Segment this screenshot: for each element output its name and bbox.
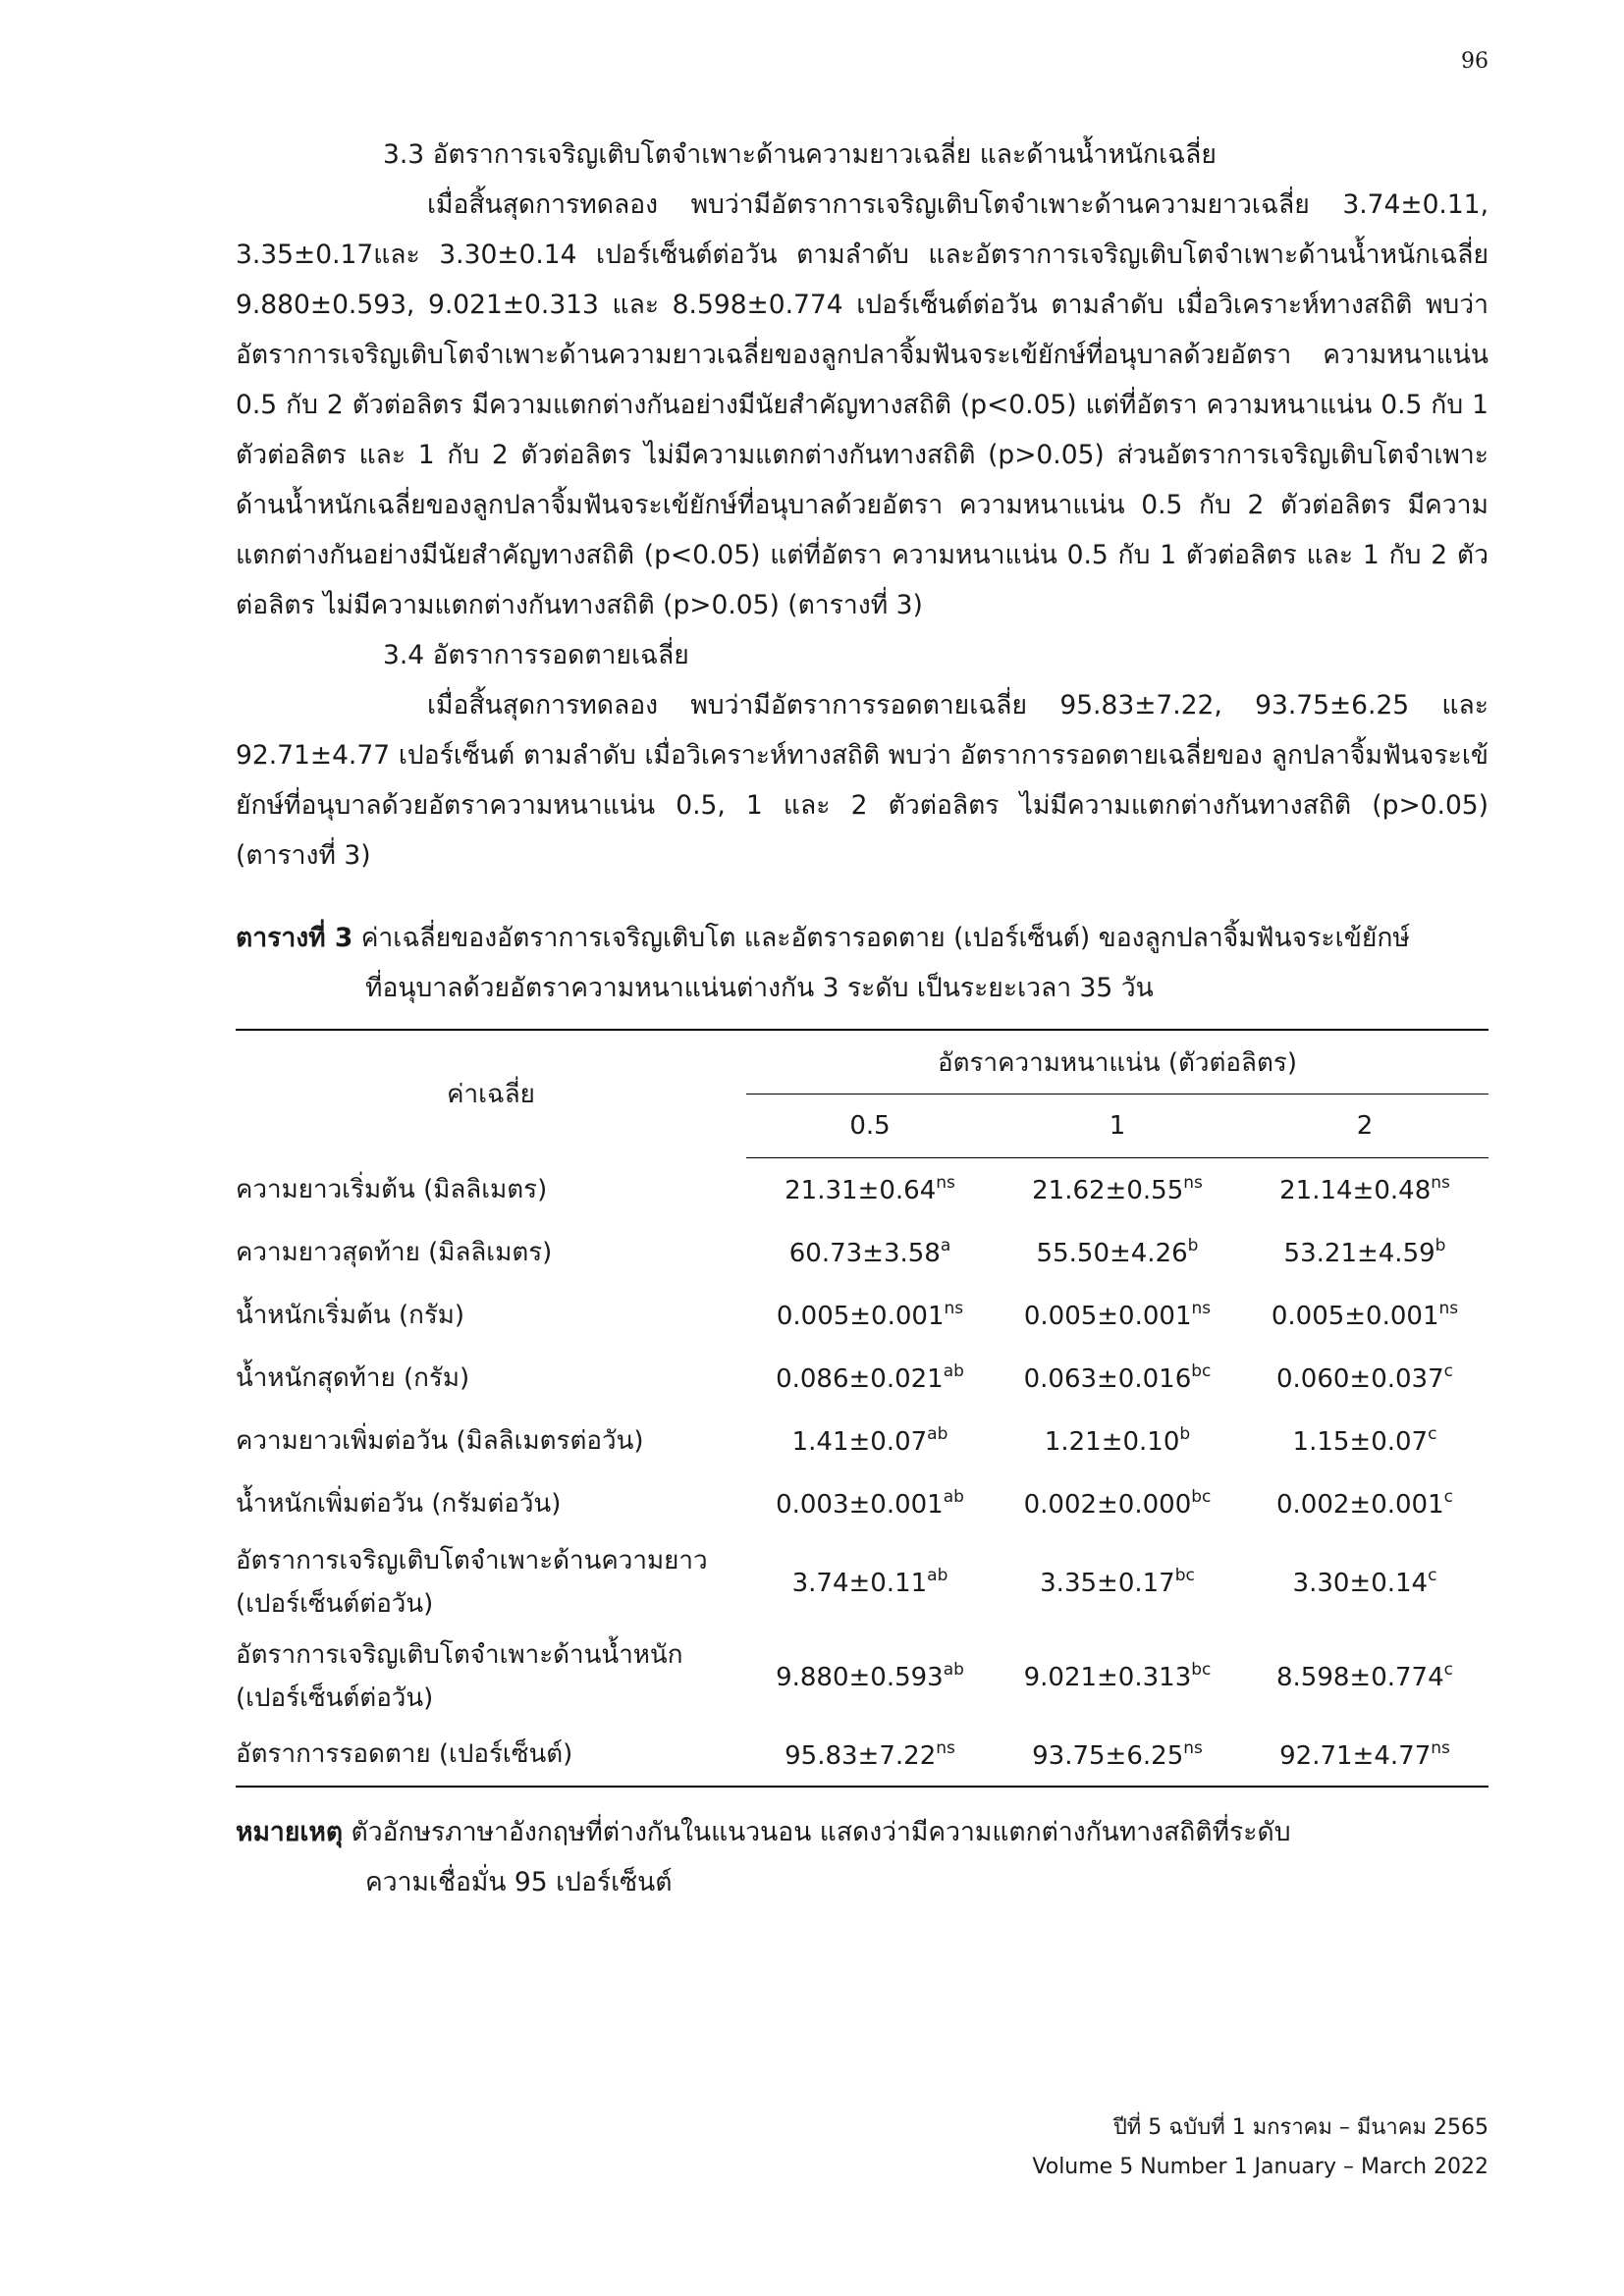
table-cell bbox=[994, 1472, 1241, 1535]
table-cell bbox=[994, 1410, 1241, 1472]
table-cell bbox=[994, 1724, 1241, 1787]
cell-value: 60.73±3.58 bbox=[788, 1239, 941, 1268]
table-cell bbox=[746, 1221, 994, 1284]
table-cell bbox=[1241, 1158, 1489, 1221]
density-header: อัตราความหนาแน่น (ตัวต่อลิตร) bbox=[746, 1030, 1489, 1095]
cell-value: 21.62±0.55 bbox=[1032, 1176, 1184, 1206]
cell-superscript: ab bbox=[943, 1660, 964, 1680]
table-cell bbox=[994, 1284, 1241, 1347]
cell-value: 3.35±0.17 bbox=[1040, 1569, 1175, 1598]
cell-value: 1.21±0.10 bbox=[1044, 1427, 1180, 1457]
table-caption bbox=[236, 913, 1489, 1013]
page-number: 96 bbox=[1461, 49, 1489, 74]
journal-footer bbox=[1021, 2109, 1489, 2187]
cell-superscript: ns bbox=[1431, 1173, 1450, 1194]
table-cell bbox=[1241, 1284, 1489, 1347]
results-table bbox=[236, 1029, 1489, 1788]
table-cell bbox=[1241, 1724, 1489, 1787]
cell-value: 9.021±0.313 bbox=[1023, 1663, 1192, 1692]
cell-value: 55.50±4.26 bbox=[1036, 1239, 1188, 1268]
cell-value: 1.15±0.07 bbox=[1292, 1427, 1429, 1457]
cell-superscript: bc bbox=[1174, 1566, 1195, 1585]
column-header: 1 bbox=[994, 1095, 1241, 1158]
table-row bbox=[236, 1347, 1489, 1410]
page-content bbox=[236, 130, 1489, 1907]
table-cell bbox=[1241, 1472, 1489, 1535]
table-cell bbox=[994, 1629, 1241, 1724]
row-label-line: อัตราการเจริญเติบโตจำเพาะด้านน้ำหนัก bbox=[236, 1639, 683, 1670]
column-header: 0.5 bbox=[746, 1095, 994, 1158]
row-header: ค่าเฉลี่ย bbox=[236, 1030, 746, 1158]
cell-value: 1.41±0.07 bbox=[791, 1427, 928, 1457]
cell-value: 21.31±0.64 bbox=[785, 1176, 937, 1206]
cell-value: 53.21±4.59 bbox=[1283, 1239, 1435, 1268]
table-cell bbox=[1241, 1629, 1489, 1724]
footer-issue-thai: ปีที่ 5 ฉบับที่ 1 มกราคม – มีนาคม 2565 bbox=[1112, 2115, 1489, 2140]
table-row bbox=[236, 1284, 1489, 1347]
cell-value: 0.060±0.037 bbox=[1275, 1364, 1444, 1394]
row-label: ความยาวเพิ่มต่อวัน (มิลลิเมตรต่อวัน) bbox=[236, 1425, 644, 1456]
cell-value: 3.30±0.14 bbox=[1292, 1569, 1429, 1598]
row-label bbox=[236, 1629, 746, 1724]
table-cell bbox=[1241, 1221, 1489, 1284]
cell-value: 21.14±0.48 bbox=[1279, 1176, 1432, 1206]
table-row bbox=[236, 1472, 1489, 1535]
cell-superscript: ns bbox=[936, 1173, 955, 1194]
column-header: 2 bbox=[1241, 1095, 1489, 1158]
section-3-4-heading: 3.4 อัตราการรอดตายเฉลี่ย bbox=[383, 640, 689, 670]
table-cell bbox=[994, 1158, 1241, 1221]
row-label: ความยาวเริ่มต้น (มิลลิเมตร) bbox=[236, 1174, 548, 1204]
note-text-2: ความเชื่อมั่น 95 เปอร์เซ็นต์ bbox=[365, 1866, 673, 1897]
row-label: ความยาวสุดท้าย (มิลลิเมตร) bbox=[236, 1237, 553, 1267]
table-caption-label: ตารางที่ 3 bbox=[236, 923, 353, 953]
cell-superscript: bc bbox=[1191, 1660, 1212, 1680]
cell-superscript: b bbox=[1435, 1236, 1446, 1255]
cell-value: 3.74±0.11 bbox=[791, 1569, 928, 1598]
cell-value: 95.83±7.22 bbox=[785, 1740, 937, 1771]
cell-superscript: ns bbox=[1183, 1737, 1203, 1758]
cell-value: 93.75±6.25 bbox=[1032, 1740, 1184, 1771]
cell-value: 0.003±0.001 bbox=[776, 1490, 944, 1520]
row-label bbox=[236, 1535, 746, 1629]
section-3-4-body: เมื่อสิ้นสุดการทดลอง พบว่ามีอัตราการรอดตายเฉลี่ย 95.83±7.22, 93.75±6.25 และ 92.71±4.77 เปอร์เซ็นต์ ตามลำดับ เมื่อวิเคราะห์ทางสถิติ พบว่า อัตราการรอดตายเฉลี่ยของ ลูกปลาจิ้มฟันจระเข้ยักษ์ที่อนุบาลด้วยอัตราความหนาแน่น 0.5, 1 และ 2 ตัวต่อลิตร ไม่มีความแตกต่างกันทางสถิติ (p>0.05) (ตารางที่ 3) bbox=[236, 690, 1489, 871]
cell-superscript: ns bbox=[1183, 1173, 1203, 1194]
cell-value: 0.005±0.001 bbox=[1271, 1302, 1439, 1331]
row-label-line: อัตราการเจริญเติบโตจำเพาะด้านความยาว bbox=[236, 1545, 708, 1575]
table-cell bbox=[1241, 1535, 1489, 1629]
table-cell bbox=[746, 1158, 994, 1221]
cell-superscript: ab bbox=[943, 1487, 964, 1507]
table-row bbox=[236, 1410, 1489, 1472]
row-label-line: (เปอร์เซ็นต์ต่อวัน) bbox=[236, 1682, 434, 1713]
section-3-3-heading: 3.3 อัตราการเจริญเติบโตจำเพาะด้านความยาวเฉลี่ย และด้านน้ำหนักเฉลี่ย bbox=[383, 139, 1217, 170]
cell-superscript: c bbox=[1443, 1362, 1453, 1381]
row-label: น้ำหนักเริ่มต้น (กรัม) bbox=[236, 1300, 465, 1330]
cell-superscript: b bbox=[1179, 1424, 1191, 1444]
cell-superscript: bc bbox=[1191, 1362, 1212, 1381]
cell-superscript: c bbox=[1428, 1424, 1437, 1444]
table-cell bbox=[746, 1724, 994, 1787]
table-cell bbox=[746, 1410, 994, 1472]
table-cell bbox=[994, 1221, 1241, 1284]
table-cell bbox=[994, 1347, 1241, 1410]
cell-superscript: c bbox=[1428, 1566, 1437, 1585]
table-note bbox=[236, 1807, 1489, 1907]
table-row bbox=[236, 1535, 1489, 1629]
row-label-line: (เปอร์เซ็นต์ต่อวัน) bbox=[236, 1588, 434, 1619]
footer-issue-english: Volume 5 Number 1 January – March 2022 bbox=[1032, 2155, 1489, 2179]
table-cell bbox=[1241, 1347, 1489, 1410]
table-cell bbox=[746, 1629, 994, 1724]
cell-value: 8.598±0.774 bbox=[1275, 1663, 1444, 1692]
cell-superscript: ab bbox=[927, 1566, 948, 1585]
cell-superscript: ns bbox=[1438, 1299, 1459, 1318]
table-cell bbox=[746, 1347, 994, 1410]
table-row bbox=[236, 1724, 1489, 1787]
cell-superscript: c bbox=[1443, 1487, 1453, 1507]
cell-superscript: ns bbox=[1431, 1737, 1450, 1758]
cell-superscript: bc bbox=[1191, 1487, 1212, 1507]
note-label: หมายเหตุ bbox=[236, 1816, 344, 1847]
table-cell bbox=[746, 1535, 994, 1629]
cell-value: 0.005±0.001 bbox=[1023, 1302, 1192, 1331]
cell-superscript: b bbox=[1187, 1236, 1199, 1255]
cell-value: 0.086±0.021 bbox=[776, 1364, 944, 1394]
cell-superscript: ab bbox=[943, 1362, 964, 1381]
cell-value: 0.002±0.001 bbox=[1275, 1490, 1444, 1520]
table-cell bbox=[746, 1284, 994, 1347]
table-row bbox=[236, 1158, 1489, 1221]
row-label: อัตราการรอดตาย (เปอร์เซ็นต์) bbox=[236, 1724, 746, 1787]
cell-value: 92.71±4.77 bbox=[1279, 1740, 1432, 1771]
cell-superscript: a bbox=[940, 1236, 951, 1255]
row-label: น้ำหนักสุดท้าย (กรัม) bbox=[236, 1362, 470, 1393]
cell-superscript: ns bbox=[936, 1737, 955, 1758]
section-3-3-body: เมื่อสิ้นสุดการทดลอง พบว่ามีอัตราการเจริญเติบโตจำเพาะด้านความยาวเฉลี่ย 3.74±0.11, 3.35±0.17และ 3.30±0.14 เปอร์เซ็นต์ต่อวัน ตามลำดับ และอัตราการเจริญเติบโตจำเพาะด้านน้ำหนักเฉลี่ย 9.880±0.593, 9.021±0.313 และ 8.598±0.774 เปอร์เซ็นต์ต่อวัน ตามลำดับ เมื่อวิเคราะห์ทางสถิติ พบว่า อัตราการเจริญเติบโตจำเพาะด้านความยาวเฉลี่ยของลูกปลาจิ้มฟันจระเข้ยักษ์ที่อนุบาลด้วยอัตรา ความหนาแน่น 0.5 กับ 2 ตัวต่อลิตร มีความแตกต่างกันอย่างมีนัยสำคัญทางสถิติ (p<0.05) แต่ที่อัตรา ความหนาแน่น 0.5 กับ 1 ตัวต่อลิตร และ 1 กับ 2 ตัวต่อลิตร ไม่มีความแตกต่างกันทางสถิติ (p>0.05) ส่วนอัตราการเจริญเติบโตจำเพาะด้านน้ำหนักเฉลี่ยของลูกปลาจิ้มฟันจระเข้ยักษ์ที่อนุบาลด้วยอัตรา ความหนาแน่น 0.5 กับ 2 ตัวต่อลิตร มีความแตกต่างกันอย่างมีนัยสำคัญทางสถิติ (p<0.05) แต่ที่อัตรา ความหนาแน่น 0.5 กับ 1 ตัวต่อลิตร และ 1 กับ 2 ตัวต่อลิตร ไม่มีความแตกต่างกันทางสถิติ (p>0.05) (ตารางที่ 3) bbox=[236, 189, 1489, 620]
cell-superscript: c bbox=[1443, 1660, 1453, 1680]
cell-superscript: ns bbox=[1191, 1299, 1212, 1318]
cell-value: 0.005±0.001 bbox=[776, 1302, 945, 1331]
cell-superscript: ns bbox=[944, 1299, 964, 1318]
table-row bbox=[236, 1221, 1489, 1284]
table-caption-text: ค่าเฉลี่ยของอัตราการเจริญเติบโต และอัตรารอดตาย (เปอร์เซ็นต์) ของลูกปลาจิ้มฟันจระเข้ยักษ์ bbox=[352, 923, 1410, 953]
cell-value: 9.880±0.593 bbox=[776, 1663, 944, 1692]
row-label: น้ำหนักเพิ่มต่อวัน (กรัมต่อวัน) bbox=[236, 1488, 562, 1519]
cell-value: 0.063±0.016 bbox=[1023, 1364, 1192, 1394]
cell-value: 0.002±0.000 bbox=[1023, 1490, 1192, 1520]
note-text: ตัวอักษรภาษาอังกฤษที่ต่างกันในแนวนอน แสดงว่ามีความแตกต่างกันทางสถิติที่ระดับ bbox=[343, 1816, 1291, 1847]
table-cell bbox=[746, 1472, 994, 1535]
table-row bbox=[236, 1629, 1489, 1724]
table-cell bbox=[994, 1535, 1241, 1629]
table-cell bbox=[1241, 1410, 1489, 1472]
table-caption-text-2: ที่อนุบาลด้วยอัตราความหนาแน่นต่างกัน 3 ระดับ เป็นระยะเวลา 35 วัน bbox=[365, 973, 1154, 1003]
cell-superscript: ab bbox=[927, 1424, 948, 1444]
